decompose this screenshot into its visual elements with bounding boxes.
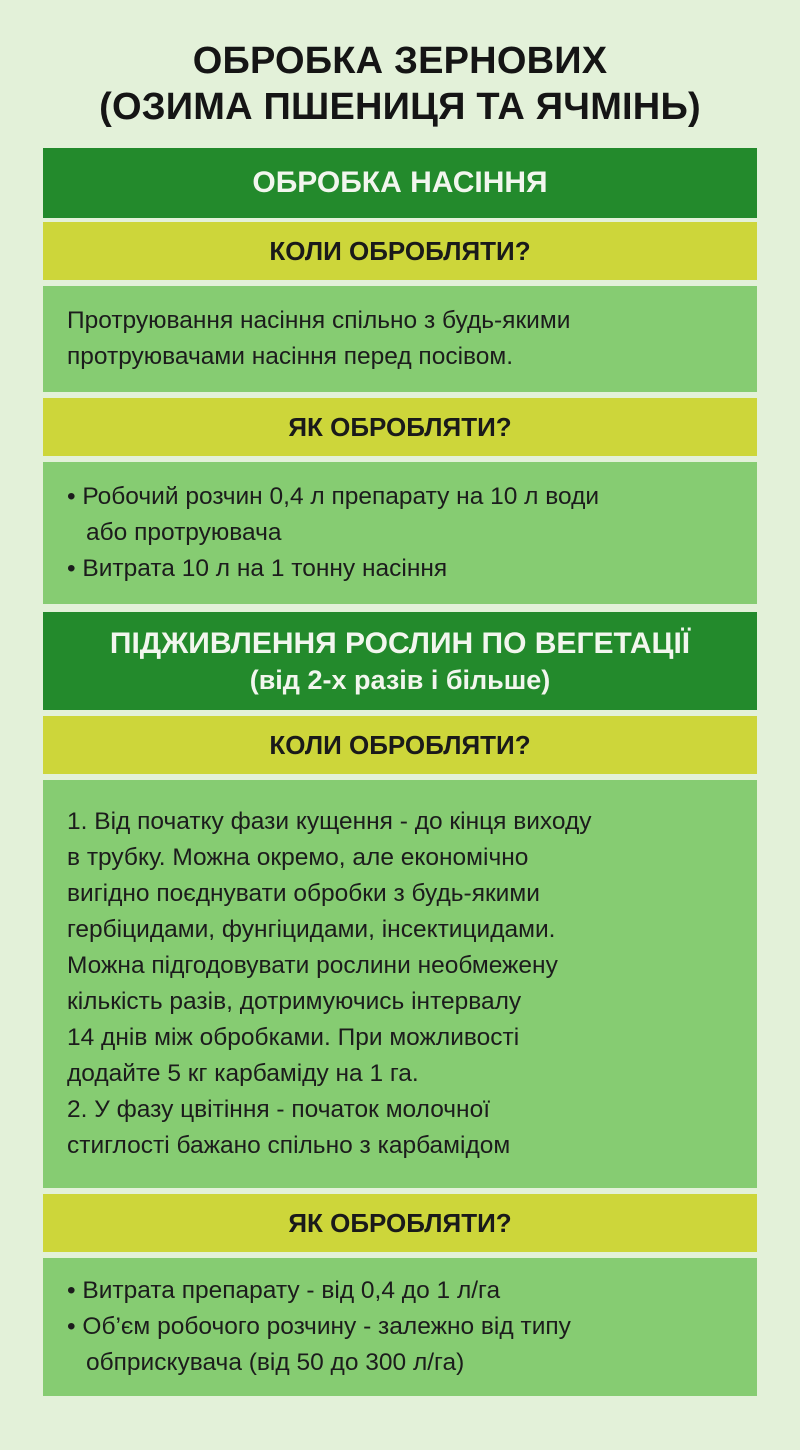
seed-when-line: протруювачами насіння перед посівом. [67,343,514,370]
foliar-how-bullet-continuation: обприскувача (від 50 до 300 л/га) [86,1349,465,1376]
seed-when-line: Протруювання насіння спільно з будь-якими [67,307,571,334]
foliar-feeding-header-line-1: ПІДЖИВЛЕННЯ РОСЛИН ПО ВЕГЕТАЦІЇ [109,627,691,660]
foliar-feeding-header [43,612,757,710]
foliar-when-body [43,780,757,1188]
foliar-how-body [43,1258,757,1396]
seed-how-header: ЯК ОБРОБЛЯТИ? [43,398,757,456]
seed-how-body [43,462,757,604]
seed-when-header: КОЛИ ОБРОБЛЯТИ? [43,222,757,280]
page-title [0,38,800,130]
foliar-when-line: стиглості бажано спільно з карбамідом [67,1132,511,1159]
foliar-when-line: 14 днів між обробками. При можливості [67,1024,520,1051]
foliar-when-line: додайте 5 кг карбаміду на 1 га. [67,1060,419,1087]
seed-treatment-header [43,148,757,218]
foliar-when-header: КОЛИ ОБРОБЛЯТИ? [43,716,757,774]
title-line-2: (ОЗИМА ПШЕНИЦЯ ТА ЯЧМІНЬ) [99,86,701,128]
foliar-feeding-header-line-2: (від 2-х разів і більше) [249,665,551,695]
seed-how-bullet: • Витрата 10 л на 1 тонну насіння [67,555,448,582]
foliar-how-bullet: • Об’єм робочого розчину - залежно від типу [67,1313,571,1340]
foliar-when-line: вигідно поєднувати обробки з будь-якими [67,880,540,907]
foliar-when-line: гербіцидами, фунгіцидами, інсектицидами. [67,916,556,943]
seed-how-bullet: • Робочий розчин 0,4 л препарату на 10 л води [67,483,600,510]
foliar-when-line: 2. У фазу цвітіння - початок молочної [67,1096,491,1123]
foliar-when-line: кількість разів, дотримуючись інтервалу [67,988,522,1015]
foliar-when-line: Можна підгодовувати рослини необмежену [67,952,558,979]
seed-treatment-header-text: ОБРОБКА НАСІННЯ [252,166,548,199]
foliar-when-line: в трубку. Можна окремо, але економічно [67,844,529,871]
seed-when-body [43,286,757,392]
foliar-how-header: ЯК ОБРОБЛЯТИ? [43,1194,757,1252]
title-line-1: ОБРОБКА ЗЕРНОВИХ [192,40,608,82]
foliar-when-line: 1. Від початку фази кущення - до кінця виходу [67,808,592,835]
seed-how-bullet-continuation: або протруювача [86,519,282,546]
foliar-how-bullet: • Витрата препарату - від 0,4 до 1 л/га [67,1277,501,1304]
